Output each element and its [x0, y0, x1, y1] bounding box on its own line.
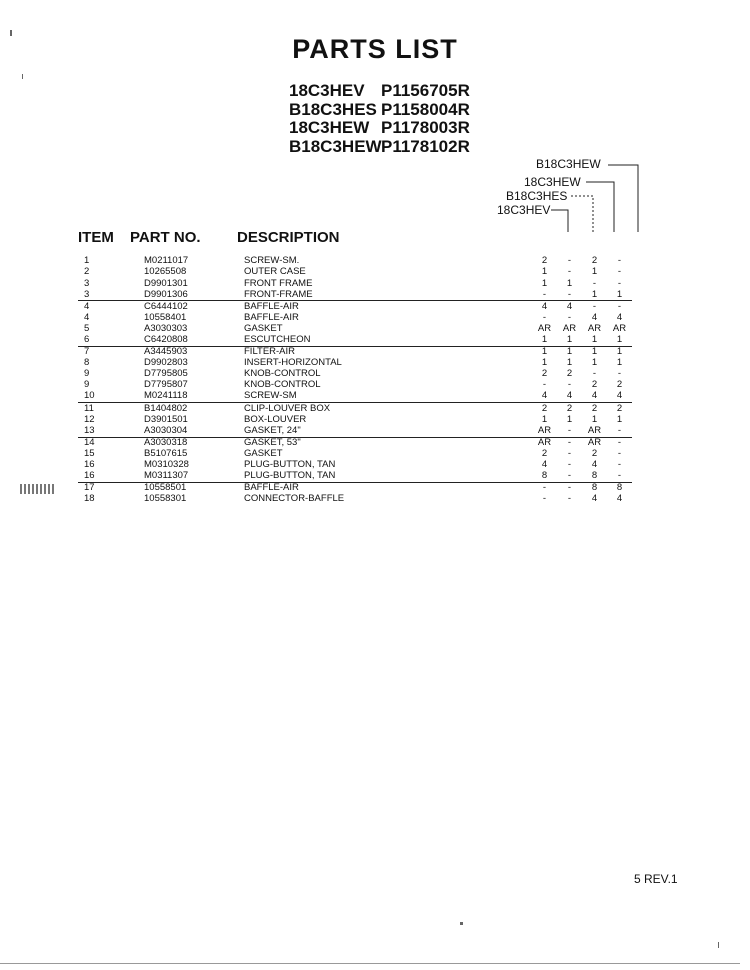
part-number: A3030304 — [144, 425, 244, 437]
part-description: FILTER-AIR — [244, 346, 296, 358]
quantity-cell: 1 — [582, 289, 607, 301]
quantity-cell: - — [542, 482, 547, 494]
quantity-cell: 2 — [591, 379, 598, 391]
quantity-cell: - — [617, 300, 622, 312]
item-number: 16 — [78, 471, 144, 483]
item-number: 3 — [84, 277, 90, 289]
quantity-cell: 1 — [607, 335, 632, 347]
scan-speck — [22, 74, 23, 79]
scan-speck — [10, 30, 12, 36]
quantity-cell: AR — [537, 322, 552, 334]
table-row — [78, 312, 632, 323]
quantity-cell: 1 — [541, 266, 548, 278]
quantity-cell: - — [542, 493, 547, 505]
part-description: GASKET, 53" — [244, 436, 301, 448]
quantity-cell: - — [607, 471, 632, 483]
quantity-cell: 2 — [541, 447, 548, 459]
item-header: ITEM — [78, 229, 114, 246]
part-description: ESCUTCHEON — [244, 335, 532, 347]
quantity-cell: 4 — [591, 459, 598, 471]
part-description: SCREW-SM — [244, 391, 532, 403]
quantity-cell: 1 — [566, 277, 573, 289]
quantity-cell: - — [592, 300, 597, 312]
quantity-cell: AR — [587, 436, 602, 448]
table-row — [78, 289, 632, 301]
part-number: M0211017 — [144, 255, 189, 267]
quantity-cell: 2 — [541, 368, 548, 380]
quantity-cell: - — [617, 447, 622, 459]
page-number: 5 REV.1 — [634, 872, 678, 886]
quantity-cell: 2 — [591, 402, 598, 414]
table-row — [78, 278, 632, 289]
quantity-cell: AR — [537, 436, 552, 448]
quantity-cell: 1 — [582, 335, 607, 347]
quantity-cell: 1 — [541, 357, 548, 369]
part-description: KNOB-CONTROL — [244, 379, 321, 391]
quantity-cell: - — [567, 379, 572, 391]
quantity-cell: 1 — [591, 346, 598, 358]
quantity-cell: 1 — [591, 413, 598, 425]
part-description: GASKET — [244, 447, 283, 459]
part-number: B5107615 — [144, 447, 188, 459]
quantity-cell: - — [617, 459, 622, 471]
quantity-cell: 1 — [616, 413, 623, 425]
table-row — [78, 425, 632, 437]
quantity-cell: 8 — [582, 471, 607, 483]
quantity-cell: - — [542, 379, 547, 391]
quantity-cell: 2 — [566, 402, 573, 414]
parts-table — [78, 256, 632, 505]
quantity-cell: - — [617, 436, 622, 448]
item-number: 6 — [78, 335, 144, 347]
quantity-cell: - — [567, 436, 572, 448]
item-number: 7 — [84, 346, 90, 358]
parts-table-body — [78, 256, 632, 505]
part-number: A3030318 — [144, 436, 188, 448]
part-description: BAFFLE-AIR — [244, 311, 299, 323]
quantity-cell: 4 — [566, 300, 573, 312]
item-number: 4 — [84, 311, 90, 323]
quantity-cell: - — [567, 482, 572, 494]
page-title: PARTS LIST — [292, 34, 458, 64]
quantity-cell: - — [567, 266, 572, 278]
quantity-cell: 1 — [541, 346, 548, 358]
quantity-cell: 8 — [616, 482, 623, 494]
model-row — [289, 101, 470, 120]
table-row — [78, 403, 632, 415]
part-description: FRONT-FRAME — [244, 289, 532, 301]
part-number-header: PART NO. — [130, 229, 201, 246]
quantity-cell: - — [532, 289, 557, 301]
part-description: BOX-LOUVER — [244, 413, 307, 425]
item-number: 16 — [84, 459, 95, 471]
quantity-cell: 1 — [591, 357, 598, 369]
model-part-number: P1178003R — [381, 118, 470, 137]
item-number: 1 — [84, 255, 90, 267]
item-number: 4 — [84, 300, 90, 312]
scan-speck — [718, 942, 719, 948]
item-number: 14 — [84, 436, 95, 448]
quantity-cell: 4 — [616, 311, 623, 323]
table-row — [78, 460, 632, 471]
quantity-cell: 2 — [616, 379, 623, 391]
quantity-cell: 2 — [591, 447, 598, 459]
model-row — [289, 82, 470, 101]
item-number: 13 — [78, 425, 144, 437]
part-number: 10558301 — [144, 493, 187, 505]
quantity-cell: - — [617, 255, 622, 267]
part-number: A3445903 — [144, 346, 188, 358]
quantity-cell: - — [567, 311, 572, 323]
item-number: 18 — [84, 493, 95, 505]
quantity-cell: AR — [582, 425, 607, 437]
quantity-cell: AR — [562, 322, 577, 334]
part-number: M0311307 — [144, 471, 244, 483]
quantity-cell: 2 — [541, 255, 548, 267]
part-description: KNOB-CONTROL — [244, 368, 321, 380]
quantity-cell: 1 — [591, 266, 598, 278]
part-number: B1404802 — [144, 402, 188, 414]
quantity-cell: 1 — [566, 413, 573, 425]
quantity-cell: - — [557, 289, 582, 301]
part-number: D7795807 — [144, 379, 188, 391]
quantity-cell: - — [617, 368, 622, 380]
model-part-number: P1158004R — [381, 99, 470, 119]
scan-speck — [20, 484, 54, 494]
quantity-cell: 8 — [591, 482, 598, 494]
quantity-cell: 2 — [541, 402, 548, 414]
item-number: 12 — [84, 413, 95, 425]
model-list — [289, 82, 470, 156]
quantity-cell: 1 — [566, 357, 573, 369]
part-number: 10558501 — [144, 482, 187, 494]
table-row — [78, 256, 632, 267]
table-row — [78, 358, 632, 369]
part-description: CLIP-LOUVER BOX — [244, 402, 331, 414]
quantity-cell: 1 — [541, 277, 548, 289]
item-number: 17 — [84, 482, 95, 494]
part-description: FRONT FRAME — [244, 277, 313, 289]
part-number: D9902803 — [144, 357, 188, 369]
quantity-cell: 1 — [616, 346, 623, 358]
quantity-cell: - — [557, 471, 582, 483]
part-description: OUTER CASE — [244, 266, 306, 278]
table-row — [78, 414, 632, 425]
description-header: DESCRIPTION — [237, 229, 340, 246]
model-row — [289, 138, 470, 157]
table-row — [78, 482, 632, 494]
item-number: 10 — [78, 391, 144, 403]
quantity-cell: 4 — [607, 391, 632, 403]
quantity-cell: - — [567, 255, 572, 267]
column-label-18c3hev: 18C3HEV — [497, 203, 551, 217]
quantity-cell: - — [617, 277, 622, 289]
quantity-cell: AR — [612, 322, 627, 334]
part-number: M0241118 — [144, 391, 244, 403]
table-row — [78, 471, 632, 483]
part-number: C6420808 — [144, 335, 244, 347]
part-number: D3901501 — [144, 413, 188, 425]
quantity-cell: 4 — [582, 391, 607, 403]
quantity-cell: 2 — [566, 368, 573, 380]
part-description: BAFFLE-AIR — [244, 300, 299, 312]
part-number: D7795805 — [144, 368, 188, 380]
part-description: GASKET — [244, 322, 283, 334]
quantity-cell: AR — [532, 425, 557, 437]
model-code: 18C3HEV — [289, 81, 365, 100]
model-part-number: P1178102R — [381, 136, 470, 156]
table-row — [78, 449, 632, 460]
item-number: 15 — [84, 447, 95, 459]
column-label-18c3hew: 18C3HEW — [524, 175, 581, 189]
scan-speck — [460, 922, 463, 925]
quantity-cell: 4 — [591, 493, 598, 505]
column-label-b18c3hes: B18C3HES — [506, 189, 568, 203]
quantity-cell: - — [567, 459, 572, 471]
item-number: 2 — [84, 266, 90, 278]
model-row — [289, 119, 470, 138]
quantity-cell: AR — [587, 322, 602, 334]
table-row — [78, 380, 632, 391]
table-row — [78, 267, 632, 278]
table-row — [78, 369, 632, 380]
part-description: SCREW-SM. — [244, 255, 300, 267]
quantity-cell: 1 — [557, 335, 582, 347]
quantity-cell: 1 — [541, 413, 548, 425]
page-bottom-rule — [0, 963, 740, 964]
quantity-cell: - — [592, 277, 597, 289]
model-code: B18C3HEW — [289, 136, 382, 156]
part-number: D9901301 — [144, 277, 188, 289]
quantity-cell: 8 — [532, 471, 557, 483]
quantity-cell: - — [567, 447, 572, 459]
quantity-cell: 1 — [616, 357, 623, 369]
quantity-cell: 4 — [541, 459, 548, 471]
part-description: PLUG-BUTTON, TAN — [244, 471, 532, 483]
quantity-cell: 4 — [541, 300, 548, 312]
table-row — [78, 346, 632, 358]
quantity-cell: 2 — [591, 255, 598, 267]
quantity-cell: 1 — [607, 289, 632, 301]
model-part-number: P1156705R — [381, 81, 470, 100]
item-number: 5 — [84, 322, 90, 334]
part-description: INSERT-HORIZONTAL — [244, 357, 342, 369]
table-row — [78, 335, 632, 347]
part-description: CONNECTOR-BAFFLE — [244, 493, 345, 505]
item-number: 9 — [84, 368, 90, 380]
quantity-cell: 4 — [616, 493, 623, 505]
table-row — [78, 494, 632, 505]
quantity-cell: 1 — [566, 346, 573, 358]
table-row — [78, 301, 632, 313]
table-row — [78, 437, 632, 449]
item-number: 8 — [84, 357, 90, 369]
quantity-cell: 4 — [591, 311, 598, 323]
quantity-cell: 4 — [557, 391, 582, 403]
quantity-cell: - — [557, 425, 582, 437]
quantity-cell: - — [617, 266, 622, 278]
quantity-cell: - — [542, 311, 547, 323]
column-label-b18c3hew: B18C3HEW — [536, 157, 601, 171]
quantity-cell: 2 — [616, 402, 623, 414]
item-number: 3 — [78, 289, 144, 301]
quantity-cell: 4 — [532, 391, 557, 403]
table-row — [78, 324, 632, 335]
table-row — [78, 391, 632, 403]
item-number: 9 — [84, 379, 90, 391]
part-number: M0310328 — [144, 459, 189, 471]
item-number: 11 — [84, 402, 94, 414]
part-number: 10558401 — [144, 311, 187, 323]
quantity-cell: - — [592, 368, 597, 380]
part-number: A3030303 — [144, 322, 188, 334]
part-number: C6444102 — [144, 300, 188, 312]
part-description: BAFFLE-AIR — [244, 482, 299, 494]
quantity-cell: 1 — [532, 335, 557, 347]
part-number: D9901306 — [144, 289, 244, 301]
model-code: B18C3HES — [289, 99, 377, 119]
quantity-cell: - — [567, 493, 572, 505]
quantity-cell: - — [607, 425, 632, 437]
model-code: 18C3HEW — [289, 118, 370, 137]
part-description: PLUG-BUTTON, TAN — [244, 459, 336, 471]
part-number: 10265508 — [144, 266, 187, 278]
part-description: GASKET, 24" — [244, 425, 532, 437]
